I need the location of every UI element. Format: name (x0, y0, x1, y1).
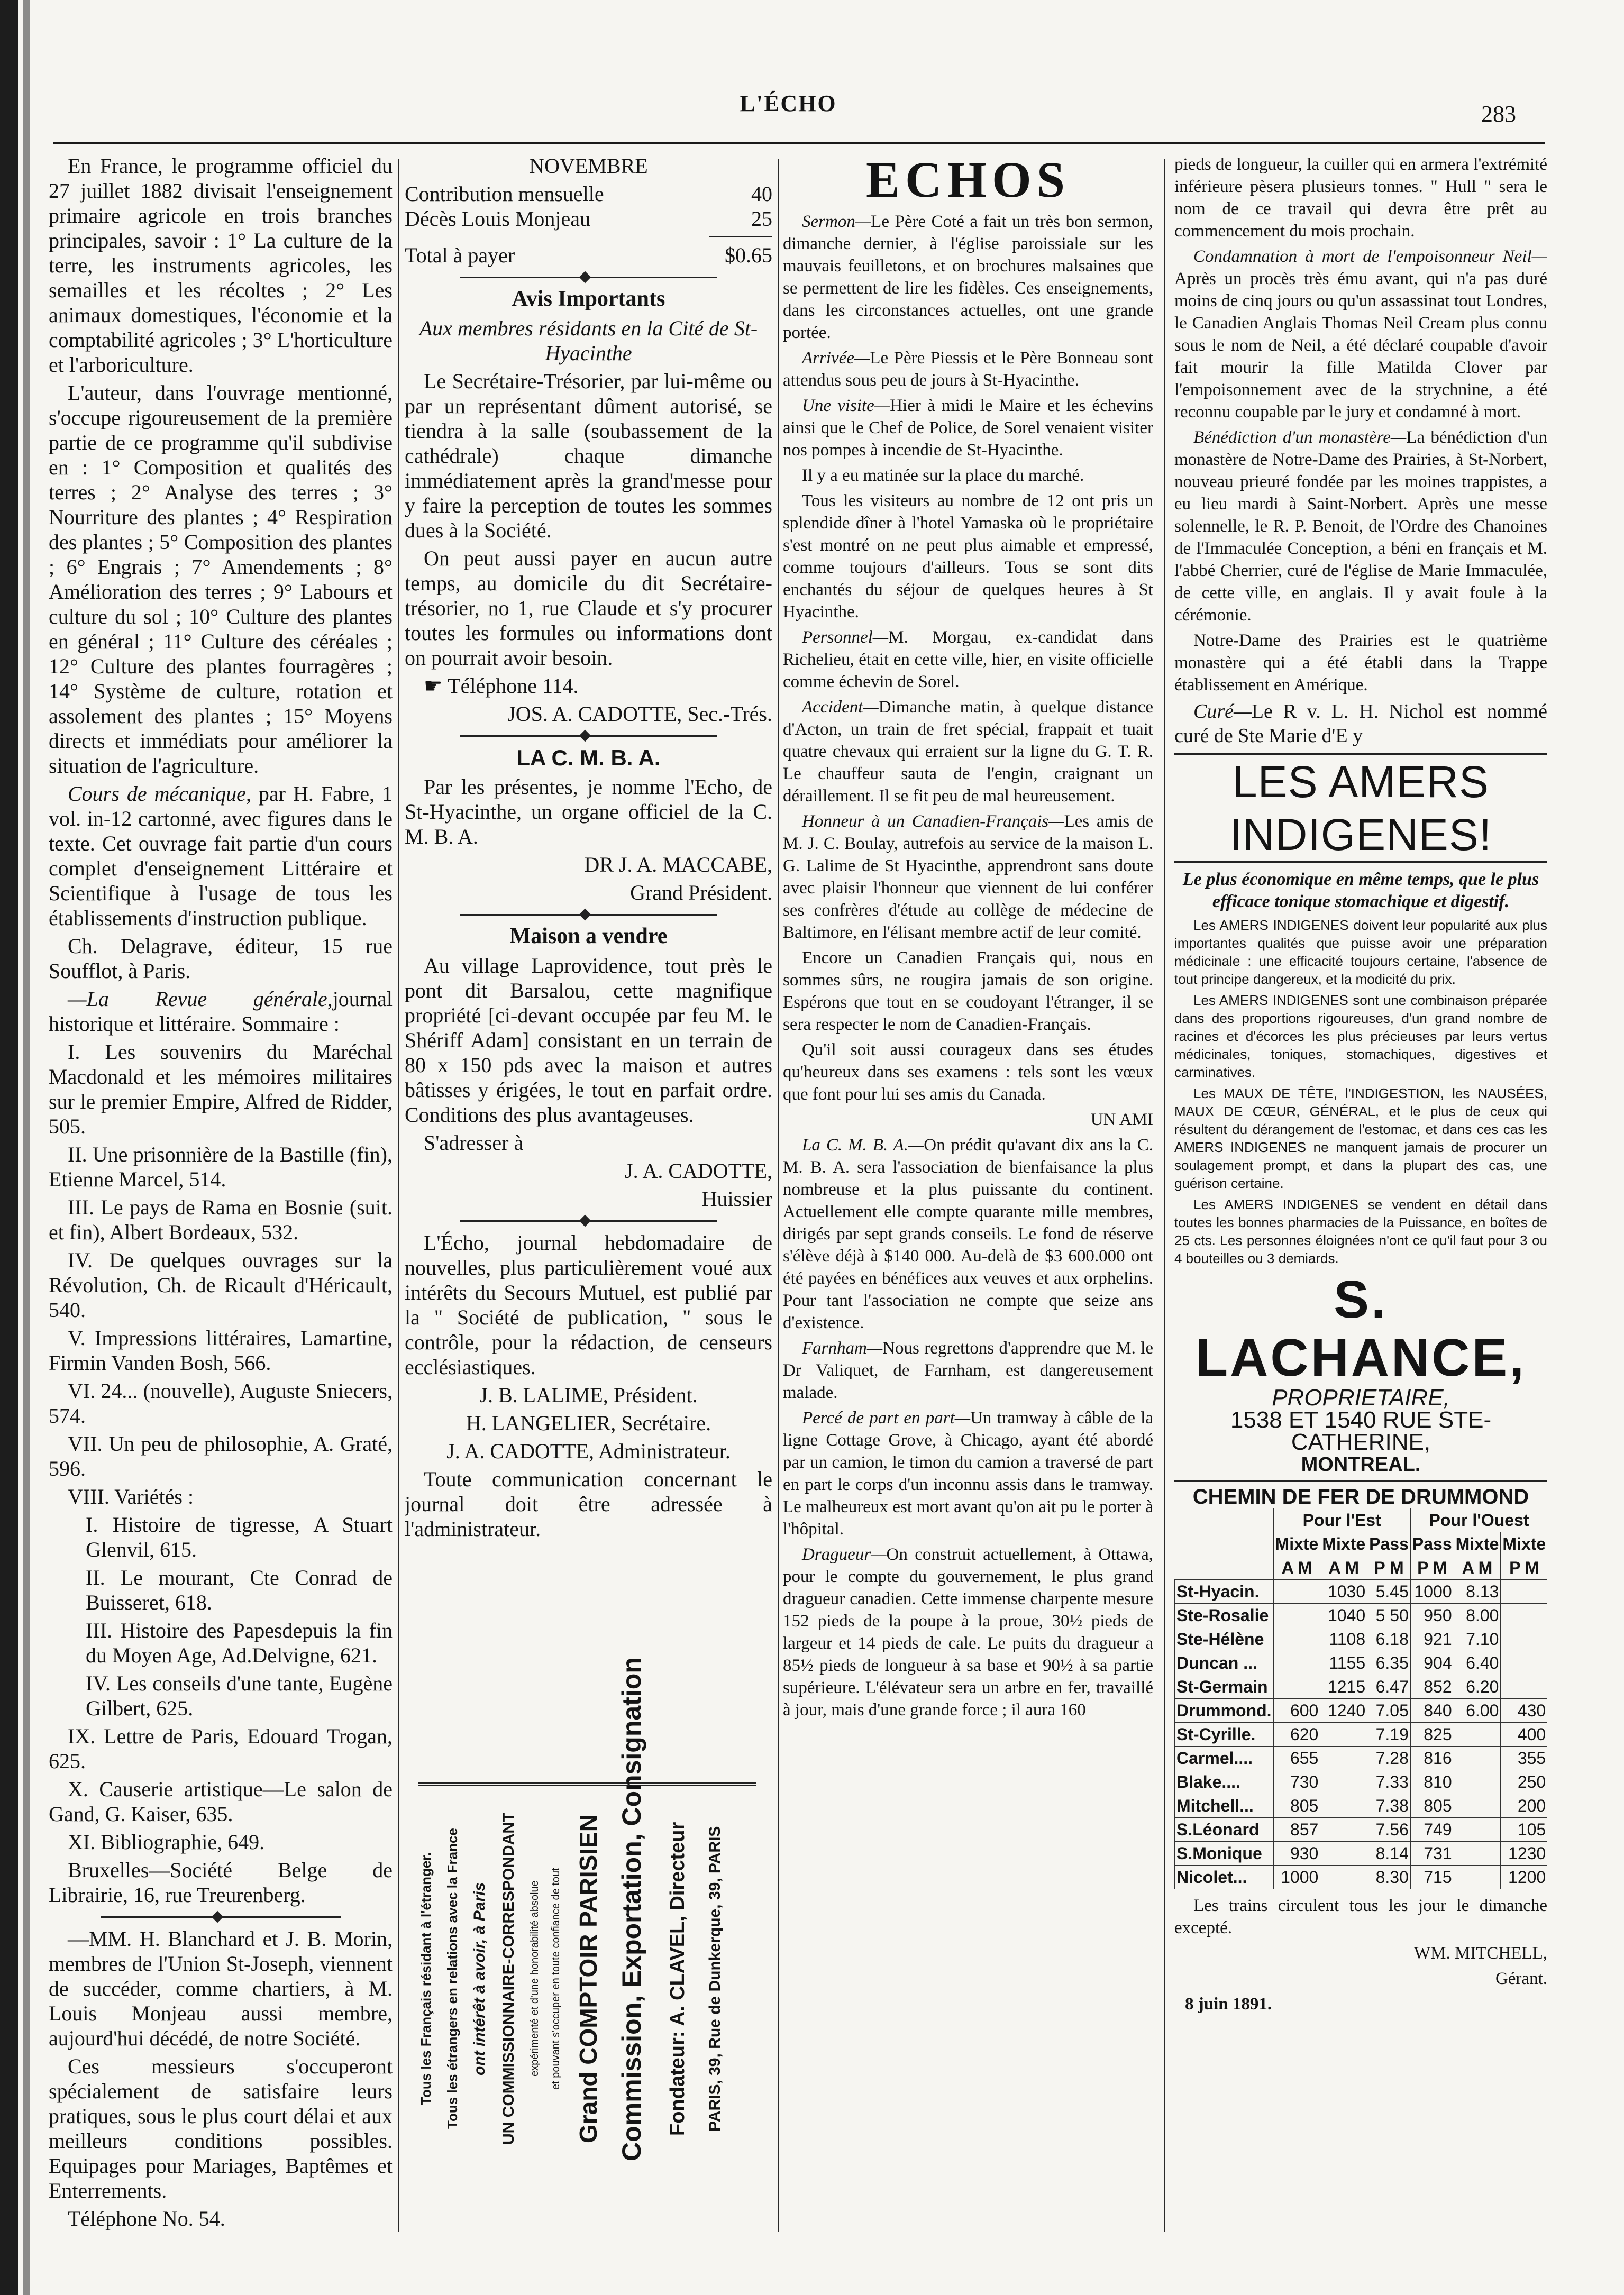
staff-line: J. A. CADOTTE, Administrateur. (446, 1439, 731, 1463)
time-cell: 6.40 (1454, 1651, 1501, 1675)
amers-paragraph: Les AMERS INDIGENES sont une combinaison préparée dans des proportions rigoureuses, d'un grand nombre de racines et d'écorces les plus précieuses par leurs vertus médicinales, toniques, stomachiques, digestives et carminatives. (1174, 992, 1547, 1080)
list-item: III. Le pays de Rama en Bosnie (suit. et fin), Albert Bordeaux, 532. (49, 1195, 393, 1244)
list-item: IX. Lettre de Paris, Edouard Trogan, 625. (49, 1724, 393, 1773)
news-head: Honneur à un Canadien-Français— (802, 812, 1064, 831)
railway-title: CHEMIN DE FER DE DRUMMOND (1174, 1480, 1547, 1508)
station-name: S.Monique (1175, 1842, 1274, 1866)
article-paragraph: Ces messieurs s'occuperont spécialement de satisfaire leurs pratiques, sous le plus court délai et aux meilleurs conditions possibles. Equipages pour Mariages, Baptêmes et Enterrements. (49, 2054, 393, 2202)
amers-paragraph: Les AMERS INDIGENES se vendent en détail dans toutes les bonnes pharmacies de la Puissance, en boîtes de 25 cts. Les personnes éloignées n'ont ce qu'il faut pour 3 ou 4 bouteilles ou 3 demiards. (1174, 1196, 1547, 1266)
news-text: Le R v. L. H. Nichol est nommé curé de Ste Marie d'E y (1174, 700, 1547, 747)
news-text: Nous regrettons d'apprendre que M. le Dr Valiquet, de Farnham, est dangereusement malade. (783, 1339, 1153, 1402)
time-cell: 852 (1410, 1675, 1454, 1699)
ornament-divider (101, 1913, 341, 1921)
amers-subtitle: Le plus économique en même temps, que le plus efficace tonique stomachique et digestif. (1182, 870, 1539, 911)
list-item: VI. 24... (nouvelle), Auguste Sniecers, 574. (49, 1379, 393, 1428)
time-cell: 805 (1273, 1794, 1320, 1818)
news-text: Qu'il soit aussi courageux dans ses études qu'heureux dans ses examens : tels sont les vœux que font pour lui ses amis du Canada. (783, 1040, 1153, 1104)
review-notice (49, 986, 393, 1036)
list-item: IV. De quelques ouvrages sur la Révolution, Ch. de Ricault d'Héricault, 540. (49, 1248, 393, 1322)
account-label: Contribution mensuelle (405, 182, 604, 206)
maison-title: Maison a vendre (509, 924, 668, 948)
signature: J. A. CADOTTE, (625, 1159, 772, 1183)
column-header: Pass (1410, 1532, 1454, 1556)
ampm-header: P M (1410, 1556, 1454, 1580)
railway-note: Les trains circulent tous les jour le dimanche excepté. (1174, 1896, 1547, 1937)
news-item (1174, 245, 1547, 423)
time-cell (1273, 1627, 1320, 1651)
article-paragraph: Toute communication concernant le journal doit être adressée à l'administrateur. (405, 1467, 772, 1541)
news-item (1174, 699, 1547, 748)
cmba-title: LA C. M. B. A. (516, 745, 661, 770)
station-name: Ste-Hélène (1175, 1627, 1274, 1651)
station-name: Mitchell... (1175, 1794, 1274, 1818)
time-cell (1454, 1747, 1501, 1770)
time-cell (1273, 1675, 1320, 1699)
news-item (783, 211, 1153, 344)
station-name: Blake.... (1175, 1770, 1274, 1794)
time-cell: 600 (1273, 1699, 1320, 1723)
railway-signature: WM. MITCHELL, (1413, 1944, 1547, 1963)
ad-line: UN COMMISSIONNAIRE-CORRESPONDANT (500, 1812, 517, 2145)
news-text: Le Père Coté a fait un très bon sermon, dimanche dernier, à l'église paroissiale sur les mauvais feuilletons, et on brochures malsaines que se permettent de lire les fidèles. Ces enseignements, dans les circonstances actuelles, ont une grande portée. (783, 212, 1153, 342)
time-cell: 6.20 (1454, 1675, 1501, 1699)
time-cell (1454, 1770, 1501, 1794)
ad-line: Grand COMPTOIR PARISIEN (574, 1814, 602, 2143)
ornament-divider (460, 732, 717, 740)
east-header: Pour l'Est (1273, 1508, 1410, 1532)
time-cell (1273, 1580, 1320, 1604)
news-text: Dimanche matin, à quelque distance d'Acton, un train de fret spécial, frappait et tuait quatre chevaux qui erraient sur la ligne du G. T. R. Le chauffeur sauta de l'engin, craignant un déraillement. Il se fit peu de mal heureusement. (783, 698, 1153, 806)
time-cell: 904 (1410, 1651, 1454, 1675)
table-row (1175, 1699, 1548, 1723)
table-row (1175, 1866, 1548, 1889)
time-cell: 8.14 (1367, 1842, 1411, 1866)
news-text: Un tramway à câble de la ligne Cottage Grove, à Chicago, ayant été abordé par un camion, le timon du camion a traversé de part en part le corps d'un inconnu assis dans le tramway. Le malheureux est mort avant qu'on ait pu le porter à l'hôpital. (783, 1409, 1153, 1539)
station-name: Nicolet... (1175, 1866, 1274, 1889)
column-header: Pass (1367, 1532, 1411, 1556)
news-head: Dragueur— (802, 1545, 887, 1564)
station-name: St-Cyrille. (1175, 1723, 1274, 1747)
time-cell (1320, 1747, 1367, 1770)
phone-hand-icon: ☛ (424, 674, 448, 698)
time-cell: 816 (1410, 1747, 1454, 1770)
total-row (405, 243, 772, 268)
article-paragraph: L'auteur, dans l'ouvrage mentionné, s'occupe rigoureusement de la première partie de ce programme qu'il subdivise en : 1° Composition et qualités des terres ; 2° Analyse des terres ; 3° Nourriture des plantes ; 4° Respiration des plantes ; 5° Composition des plantes ; 6° Engrais ; 7° Amendements ; 8° Amélioration des terres ; 9° Labours et culture du sol ; 10° Culture des plantes en général ; 11° Culture des céréales ; 12° Culture des plantes fourragères ; 14° Système de culture, rotation et assolement des plantes ; 15° Moyens directs et immédiats pour améliorer la situation de l'agriculture. (49, 381, 393, 778)
list-item: I. Les souvenirs du Maréchal Macdonald et les mémoires militaires sur le premier Empire, Alfred de Ridder, 505. (49, 1040, 393, 1138)
article-paragraph: On peut aussi payer en aucun autre temps, au domicile du dit Secrétaire-trésorier, no 1, rue Claude et s'y procurer toutes les formules ou informations dont on pourrait avoir besoin. (405, 546, 772, 670)
railway-date: 8 juin 1891. (1185, 1995, 1272, 2014)
table-header-row (1175, 1508, 1548, 1532)
column-3 (783, 153, 1153, 2269)
news-text: M. Morgau, ex-candidat dans Richelieu, était en cette ville, hier, en visite officielle comme échevin de Sorel. (783, 628, 1153, 691)
news-head: Personnel— (802, 628, 889, 647)
account-row (405, 206, 772, 231)
time-cell (1320, 1866, 1367, 1889)
time-cell (1501, 1675, 1547, 1699)
news-head: Arrivée— (802, 349, 870, 368)
time-cell (1273, 1651, 1320, 1675)
account-value: 40 (751, 182, 772, 206)
time-cell: 840 (1410, 1699, 1454, 1723)
time-cell (1273, 1604, 1320, 1627)
news-text: La bénédiction d'un monastère de Notre-Dame des Prairies, à St-Norbert, nouveau prieuré fondée par les moines trappistes, a eu lieu mardi à Saint-Norbert. Après une messe solennelle, le R. P. Benoit, de l'Ordre des Chanoines de l'Immaculée Conception, a béni en français et M. l'abbé Cherrier, curé de l'église de Marie Immaculée, de cette ville, en anglais. Il y avait foule à la cérémonie. (1174, 428, 1547, 625)
table-corner (1175, 1532, 1274, 1556)
table-row (1175, 1627, 1548, 1651)
time-cell: 1240 (1320, 1699, 1367, 1723)
column-header: Mixte (1454, 1532, 1501, 1556)
table-row (1175, 1675, 1548, 1699)
news-item (783, 1407, 1153, 1540)
time-cell: 1000 (1410, 1580, 1454, 1604)
list-item: III. Histoire des Papesdepuis la fin du Moyen Age, Ad.Delvigne, 621. (86, 1619, 393, 1667)
time-cell: 8.30 (1367, 1866, 1411, 1889)
news-head: Percé de part en part— (802, 1409, 971, 1428)
time-cell (1320, 1818, 1367, 1842)
page-binding-edge (0, 0, 18, 2295)
list-item: Bruxelles—Société Belge de Librairie, 16, rue Treurenberg. (49, 1858, 393, 1907)
table-row (1175, 1604, 1548, 1627)
time-cell: 620 (1273, 1723, 1320, 1747)
news-text: Les amis de M. J. C. Boulay, autrefois au service de la maison L. G. Lalime de St Hyacinthe, apprendront sans doute avec plaisir l'honneur que viennent de lui conférer ses confrères d'étude au collège de médecine de Baltimore, en l'élisant membre actif de leur comité. (783, 812, 1153, 942)
telephone-line: Téléphone No. 54. (68, 2207, 225, 2230)
publisher-line: Ch. Delagrave, éditeur, 15 rue Soufflot, à Paris. (49, 934, 393, 983)
account-row (405, 181, 772, 206)
time-cell: 7.05 (1367, 1699, 1411, 1723)
total-label: Total à payer (405, 243, 515, 267)
time-cell: 1230 (1501, 1842, 1547, 1866)
sum-rule (709, 236, 772, 237)
month-heading: NOVEMBRE (529, 154, 648, 178)
time-cell (1501, 1580, 1547, 1604)
news-text: Tous les visiteurs au nombre de 12 ont pris un splendide dîner à l'hotel Yamaska où le propriétaire s'est montré on ne peut plus aimable et empressé, comme toujours d'ailleurs. Tous se sont dits enchantés du séjour de quelques heures à St Hyacinthe. (783, 491, 1153, 621)
news-item (783, 947, 1153, 1036)
news-item (783, 464, 1153, 487)
news-item (783, 626, 1153, 693)
ornament-divider (460, 1217, 717, 1225)
west-header: Pour l'Ouest (1410, 1508, 1547, 1532)
time-cell: 200 (1501, 1794, 1547, 1818)
news-continuation: pieds de longueur, la cuiller qui en armera l'extrémité inférieure pèsera plusieurs tonnes. " Hull " sera le nom de ce travail qui devra être prêt au commencement du mois prochain. (1174, 155, 1547, 241)
time-cell: 5 50 (1367, 1604, 1411, 1627)
ad-line: expérimenté et d'une honorabilité absolue (529, 1880, 541, 2077)
news-head: La C. M. B. A.— (802, 1136, 924, 1155)
time-cell (1454, 1842, 1501, 1866)
article-paragraph: En France, le programme officiel du 27 juillet 1882 divisait l'enseignement primaire agricole en trois branches principales, savoir : 1° La culture de la terre, les instruments agricoles, les semailles et les récoltes ; 2° Les animaux domestiques, l'économie et la comptabilité agricoles ; 3° L'horticulture et l'arboriculture. (49, 154, 393, 377)
news-item (783, 347, 1153, 391)
article-paragraph: —MM. H. Blanchard et J. B. Morin, membres de l'Union St-Joseph, viennent de succéder, comme chartiers, à M. Louis Monjeau aussi membre, aujourd'hui décédé, de notre Société. (49, 1927, 393, 2050)
time-cell (1320, 1770, 1367, 1794)
column-header: Mixte (1273, 1532, 1320, 1556)
signature: JOS. A. CADOTTE, Sec.-Trés. (507, 702, 772, 726)
ampm-header: P M (1501, 1556, 1547, 1580)
signature: DR J. A. MACCABE, (584, 853, 772, 876)
time-cell: 7.33 (1367, 1770, 1411, 1794)
news-head: Accident— (802, 698, 879, 717)
news-head: Curé— (1193, 700, 1252, 723)
time-cell: 7.28 (1367, 1747, 1411, 1770)
table-row (1175, 1818, 1548, 1842)
time-cell: 400 (1501, 1723, 1547, 1747)
avis-subtitle: Aux membres résidants en la Cité de St-Hyacinthe (419, 316, 758, 365)
amers-paragraph: Les AMERS INDIGENES doivent leur popularité aux plus importantes qualités que puisse avoir une préparation médicinale : une efficacité toujours certaine, l'absence de tout principe dangereux, et la modicité du prix. (1174, 917, 1547, 987)
telephone-text: Téléphone 114. (448, 674, 579, 698)
station-name: Ste-Rosalie (1175, 1604, 1274, 1627)
time-cell (1320, 1794, 1367, 1818)
news-head: Condamnation à mort de l'empoisonneur Neil— (1193, 247, 1547, 266)
table-row (1175, 1794, 1548, 1818)
time-cell: 7.10 (1454, 1627, 1501, 1651)
news-item (783, 1543, 1153, 1721)
account-label: Décès Louis Monjeau (405, 207, 591, 231)
column-2 (405, 153, 772, 1925)
column-4 (1174, 153, 1547, 2269)
time-cell: 105 (1501, 1818, 1547, 1842)
time-cell (1320, 1723, 1367, 1747)
time-cell: 715 (1410, 1866, 1454, 1889)
book-description: par H. Fabre, 1 vol. in-12 cartonné, avec figures dans le texte. Cet ouvrage fait partie d'un cours complet d'enseignement Littéraire et Scientifique à l'usage de tous les établissements d'instruction publique. (49, 782, 393, 930)
table-corner (1175, 1508, 1274, 1532)
timetable-body (1175, 1580, 1548, 1889)
time-cell: 1215 (1320, 1675, 1367, 1699)
page-binding-shadow (23, 0, 30, 2295)
news-text: Hier à midi le Maire et les échevins ainsi que le Chef de Police, de Sorel venaient visiter nos pompes à incendie de St-Hyacinthe. (783, 396, 1153, 460)
time-cell: 810 (1410, 1770, 1454, 1794)
time-cell: 730 (1273, 1770, 1320, 1794)
table-row (1175, 1651, 1548, 1675)
station-name: Carmel.... (1175, 1747, 1274, 1770)
ampm-header: A M (1454, 1556, 1501, 1580)
list-item: II. Le mourant, Cte Conrad de Buisseret, 618. (86, 1566, 393, 1614)
time-cell: 250 (1501, 1770, 1547, 1794)
station-name: St-Hyacin. (1175, 1580, 1274, 1604)
time-cell: 1040 (1320, 1604, 1367, 1627)
article-paragraph: Le Secrétaire-Trésorier, par lui-même ou par un représentant dûment autorisé, se tiendra à la salle (soubassement de la cathédrale) chaque dimanche immédiatement après la grand'messe pour y faire la perception de toutes les sommes dues à la Société. (405, 369, 772, 542)
amers-title: LES AMERS INDIGENES! (1174, 753, 1547, 863)
time-cell: 8.00 (1454, 1604, 1501, 1627)
time-cell: 1155 (1320, 1651, 1367, 1675)
ornament-divider (460, 910, 717, 919)
ampm-header: P M (1367, 1556, 1411, 1580)
echos-title: ECHOS (865, 153, 1071, 208)
news-item (783, 395, 1153, 461)
signature-role: Huissier (701, 1187, 772, 1211)
telephone-line (405, 673, 772, 698)
total-value: $0.65 (725, 243, 772, 267)
time-cell: 1108 (1320, 1627, 1367, 1651)
list-item: XI. Bibliographie, 649. (68, 1830, 265, 1854)
sommaire-list (49, 1039, 393, 1907)
news-item (783, 490, 1153, 623)
news-item (1174, 426, 1547, 626)
news-item (783, 696, 1153, 807)
ad-line: et pouvant s'occuper en toute confiance de tout (550, 1868, 562, 2090)
page-header-title: L'ÉCHO (740, 90, 837, 116)
time-cell: 731 (1410, 1842, 1454, 1866)
staff-line: J. B. LALIME, Président. (479, 1383, 698, 1407)
header-rule (53, 142, 1545, 144)
ad-line: Tous les Français résidant à l'étranger. (418, 1852, 434, 2106)
time-cell (1454, 1723, 1501, 1747)
time-cell: 655 (1273, 1747, 1320, 1770)
article-paragraph: Par les présentes, je nomme l'Echo, de St-Hyacinthe, un organe officiel de la C. M. B. A. (405, 775, 772, 848)
news-text: Il y a eu matinée sur la place du marché. (802, 466, 1084, 485)
table-row (1175, 1770, 1548, 1794)
list-item: VIII. Variétés : (68, 1485, 194, 1508)
time-cell: 1000 (1273, 1866, 1320, 1889)
time-cell: 1030 (1320, 1580, 1367, 1604)
time-cell: 6.47 (1367, 1675, 1411, 1699)
news-text: Après un procès très ému avant, qui n'a pas duré moins de cinq jours ou qu'un assassinat tout Londres, le Canadien Anglais Thomas Neil Cream plus connu sous le nom de Neil, a été déclaré coupable d'avoir fait mourir la fille Matilda Clover par l'empoisonnement avec de la strychnine, a été reconnu coupable par le jury et condamné à mort. (1174, 269, 1547, 422)
account-value: 25 (751, 207, 772, 231)
lachance-address: 1538 ET 1540 RUE STE-CATHERINE, (1230, 1407, 1492, 1455)
time-cell (1320, 1842, 1367, 1866)
time-cell: 749 (1410, 1818, 1454, 1842)
news-text: On construit actuellement, à Ottawa, pour le compte du gouvernement, le plus grand dragueur canadien. Cette immense charpente mesure 152 pieds de la poupe à la proue, 30½ pieds de largeur et 14 pieds de cale. Le puits du dragueur a 85½ pieds de longueur à sa base et 90½ à sa partie supérieure. L'élévateur sera un arbre en fer, travaillé à jour, mais d'une grande force ; il aura 160 (783, 1545, 1153, 1720)
list-item: VII. Un peu de philosophie, A. Graté, 596. (49, 1432, 393, 1480)
column-divider (778, 159, 779, 2232)
time-cell (1501, 1604, 1547, 1627)
time-cell: 6.00 (1454, 1699, 1501, 1723)
staff-line: H. LANGELIER, Secrétaire. (466, 1411, 711, 1435)
review-title: —La Revue générale, (68, 987, 333, 1011)
list-item: IV. Les conseils d'une tante, Eugène Gilbert, 625. (86, 1671, 393, 1720)
table-row (1175, 1723, 1548, 1747)
news-text: UN AMI (1090, 1110, 1153, 1129)
time-cell (1454, 1866, 1501, 1889)
contact-line: S'adresser à (424, 1131, 524, 1155)
table-header-row (1175, 1556, 1548, 1580)
list-item: X. Causerie artistique—Le salon de Gand, G. Kaiser, 635. (49, 1777, 393, 1826)
lachance-role: PROPRIETAIRE, (1272, 1385, 1450, 1411)
railway-signature-role: Gérant. (1495, 1969, 1547, 1988)
news-text: Notre-Dame des Prairies est le quatrième monastère qui a été établi dans la Trappe établissement en Amérique. (1174, 631, 1547, 694)
amers-paragraph: Les MAUX DE TÊTE, l'INDIGESTION, les NAUSÉES, MAUX DE CŒUR, GÉNÉRAL, et le plus de ceux qui résultent du dérangement de l'estomac, et dans ces cas les AMERS INDIGENES ne manquent jamais de procurer un soulagement prompt, et dans la plupart des cas, une guérison certaine. (1174, 1085, 1547, 1191)
lachance-city: MONTREAL. (1301, 1453, 1421, 1476)
news-item (783, 810, 1153, 944)
ornament-divider (460, 273, 717, 281)
time-cell (1454, 1818, 1501, 1842)
station-name: S.Léonard (1175, 1818, 1274, 1842)
table-row (1175, 1580, 1548, 1604)
ad-line: PARIS, 39, Rue de Dunkerque, 39, PARIS (706, 1826, 724, 2132)
table-header-row (1175, 1532, 1548, 1556)
time-cell: 950 (1410, 1604, 1454, 1627)
article-paragraph: Au village Laprovidence, tout près le pont dit Barsalou, cette magnifique propriété [ci-devant occupée par feu M. le Shériff Adam] consistant en un terrain de 80 x 150 pds avec la maison et autres bâtisses y érigées, le tout en parfait ordre. Conditions des plus avantageuses. (405, 954, 772, 1127)
time-cell: 5.45 (1367, 1580, 1411, 1604)
table-corner (1175, 1556, 1274, 1580)
ad-line: Fondateur: A. CLAVEL, Directeur (667, 1822, 689, 2136)
table-row (1175, 1842, 1548, 1866)
time-cell: 430 (1501, 1699, 1547, 1723)
book-title: Cours de mécanique, (68, 782, 251, 806)
news-head: Bénédiction d'un monastère— (1193, 428, 1407, 447)
comptoir-parisien-advertisement (418, 1657, 756, 2166)
news-item (783, 1134, 1153, 1334)
table-row (1175, 1747, 1548, 1770)
column-header: Mixte (1320, 1532, 1367, 1556)
time-cell: 8.13 (1454, 1580, 1501, 1604)
list-item: V. Impressions littéraires, Lamartine, Firmin Vanden Bosh, 566. (49, 1326, 393, 1375)
time-cell: 805 (1410, 1794, 1454, 1818)
time-cell: 7.38 (1367, 1794, 1411, 1818)
news-signature (783, 1109, 1153, 1131)
time-cell (1454, 1794, 1501, 1818)
column-header: Mixte (1501, 1532, 1547, 1556)
avis-title: Avis Importants (512, 287, 665, 311)
book-notice (49, 781, 393, 930)
column-divider (1164, 159, 1165, 2232)
time-cell: 7.56 (1367, 1818, 1411, 1842)
ampm-header: A M (1273, 1556, 1320, 1580)
news-head: Sermon— (802, 212, 871, 231)
time-cell: 7.19 (1367, 1723, 1411, 1747)
news-item (783, 1337, 1153, 1404)
news-item (783, 1039, 1153, 1105)
time-cell (1501, 1627, 1547, 1651)
station-name: Drummond. (1175, 1699, 1274, 1723)
railway-timetable (1174, 1508, 1547, 1889)
list-item: II. Une prisonnière de la Bastille (fin), Etienne Marcel, 514. (49, 1142, 393, 1191)
station-name: St-Germain (1175, 1675, 1274, 1699)
time-cell: 6.18 (1367, 1627, 1411, 1651)
station-name: Duncan ... (1175, 1651, 1274, 1675)
article-paragraph: L'Écho, journal hebdomadaire de nouvelles, plus particulièrement voué aux intérêts du Secours Mutuel, est publié par la " Société de publication, " sous le contrôle, pour la rédaction, de censeurs ecclésiastiques. (405, 1231, 772, 1379)
ad-line: Tous les étrangers en relations avec la France (444, 1828, 460, 2129)
news-text: Encore un Canadien Français qui, nous en sommes sûrs, ne rougira jamais de son origine. Espérons que tout en se coudoyant l'étranger, il se sera respecter le nom de Canadien-Français. (783, 948, 1153, 1034)
time-cell: 921 (1410, 1627, 1454, 1651)
ad-line: ont intérêt à avoir, à Paris (471, 1882, 488, 2075)
ampm-header: A M (1320, 1556, 1367, 1580)
news-text: Le Père Piessis et le Père Bonneau sont attendus sous peu de jours à St-Hyacinthe. (783, 349, 1153, 390)
column-1 (49, 153, 393, 2269)
page-number: 283 (1481, 101, 1516, 127)
news-text: On prédit qu'avant dix ans la C. M. B. A. sera l'association de bienfaisance la plus nombreuse et la plus puissante du continent. Actuellement elle compte quarante mille membres, dirigés par sept grands conseils. Le fond de réserve s'élève déjà à $140 000. Au-delà de $3 600.000 ont été payées en bénéfices aux veuves et aux orphelins. Pour tant l'association ne compte que seize ans d'existence. (783, 1136, 1153, 1332)
time-cell: 6.35 (1367, 1651, 1411, 1675)
review-description: journal historique et littéraire. Sommaire : (49, 987, 393, 1036)
time-cell: 930 (1273, 1842, 1320, 1866)
lachance-name: S. LACHANCE, (1196, 1270, 1526, 1387)
ad-line: Commission, Exportation, Consignation (617, 1657, 646, 2161)
news-head: Farnham— (802, 1339, 883, 1358)
time-cell: 355 (1501, 1747, 1547, 1770)
time-cell (1501, 1651, 1547, 1675)
time-cell: 1200 (1501, 1866, 1547, 1889)
list-item: I. Histoire de tigresse, A Stuart Glenvil, 615. (86, 1513, 393, 1561)
signature-role: Grand Président. (630, 881, 772, 904)
time-cell: 857 (1273, 1818, 1320, 1842)
news-item (1174, 629, 1547, 696)
time-cell: 825 (1410, 1723, 1454, 1747)
column-divider (398, 159, 399, 2232)
news-head: Une visite— (802, 396, 890, 415)
